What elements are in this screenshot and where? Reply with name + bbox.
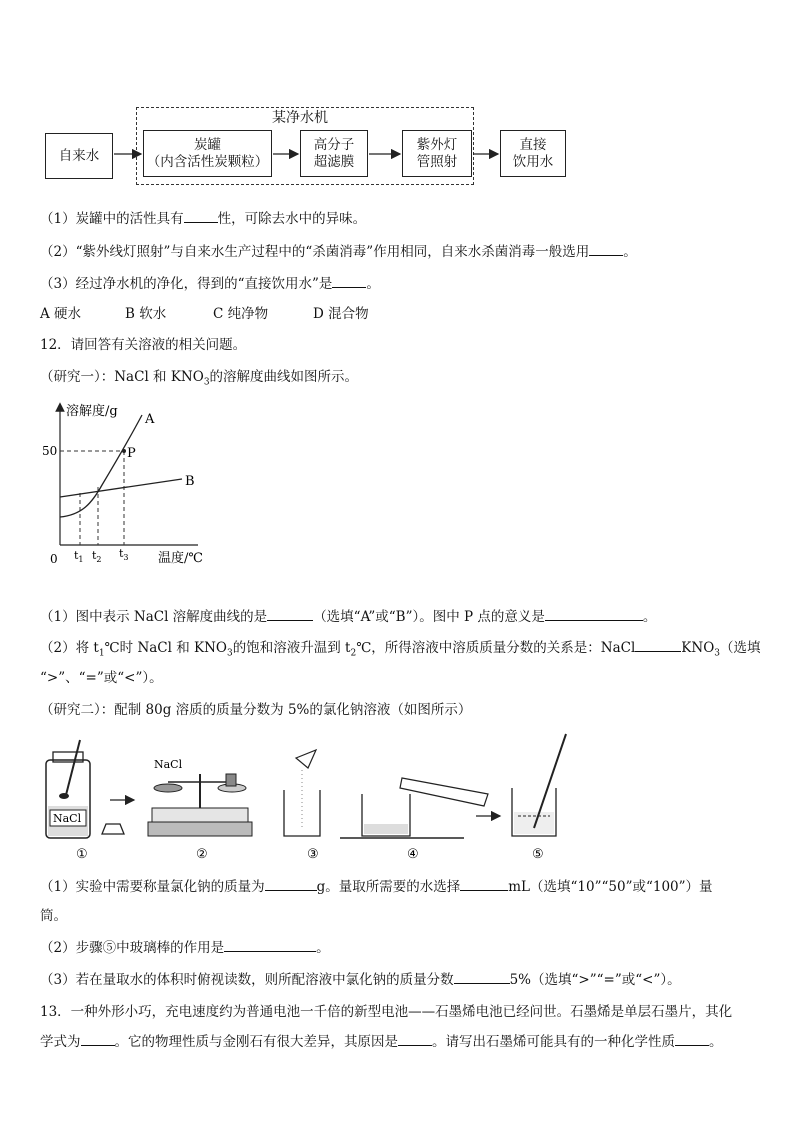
tick-t1: $t_1$ <box>74 549 84 564</box>
q11-part3: （3）经过净水机的净化，得到的“直接饮用水”是 。 <box>40 276 380 292</box>
q12-study1: （研究一）：NaCl 和 $KNO_3$的溶解度曲线如图所示。 <box>40 369 359 388</box>
option-c[interactable]: C 纯净物 <box>213 306 269 322</box>
stopper <box>102 824 124 834</box>
preparation-steps <box>40 730 600 865</box>
drinking-water-box: 直接 饮用水 <box>500 130 566 177</box>
beaker-cylinder <box>340 778 488 838</box>
y-tick-50: 50 <box>42 444 58 458</box>
answer-blank[interactable] <box>267 607 313 621</box>
x-axis-label: 温度/℃ <box>158 551 203 566</box>
answer-blank[interactable] <box>332 274 366 288</box>
q12-part2-cont: “>”、“=”或“<”）。 <box>40 670 163 686</box>
carbon-tank-box: 炭罐 （内含活性炭颗粒） <box>143 130 272 177</box>
point-p <box>122 449 126 453</box>
uv-lamp-box: 紫外灯 管照射 <box>402 130 472 177</box>
answer-blank[interactable] <box>224 938 316 952</box>
step-3-number: ③ <box>307 847 319 862</box>
q12-study2: （研究二）：配制 80g 溶质的质量分数为 5%的氯化钠溶液（如图所示） <box>40 702 472 718</box>
answer-blank[interactable] <box>265 877 317 891</box>
balance-label: NaCl <box>154 758 183 771</box>
tick-t2: $t_2$ <box>92 549 102 564</box>
option-a[interactable]: A 硬水 <box>40 306 82 322</box>
curve-a <box>60 415 142 517</box>
curve-b <box>60 479 182 497</box>
q12-part1: （1）图中表示 NaCl 溶解度曲线的是 （选填“A”或“B”）。图中 P 点的意义是 。 <box>40 609 657 625</box>
tap-water-box: 自来水 <box>45 133 113 179</box>
balance <box>148 774 252 836</box>
q12-title: 12．请回答有关溶液的相关问题。 <box>40 337 247 353</box>
q13-line1: 13．一种外形小巧，充电速度约为普通电池一千倍的新型电池——石墨烯电池已经问世。石墨烯是单层石墨片，其化 <box>40 1004 733 1020</box>
q11-part1: （1）炭罐中的活性具有 性，可除去水中的异味。 <box>40 211 367 227</box>
beaker-pour <box>284 750 320 836</box>
polymer-membrane-box: 高分子 超滤膜 <box>300 130 368 177</box>
q11-options <box>40 302 369 322</box>
answer-blank[interactable] <box>545 607 643 621</box>
q12-study2-part1: （1）实验中需要称量氯化钠的质量为 g。量取所需要的水选择 mL（选填“10”“50”或“100”）量 <box>40 879 713 895</box>
q12-study2-part2: （2）步骤⑤中玻璃棒的作用是 。 <box>40 940 330 956</box>
step-5-number: ⑤ <box>532 847 544 862</box>
y-axis-label: 溶解度/g <box>66 404 118 419</box>
answer-blank[interactable] <box>460 877 508 891</box>
answer-blank[interactable] <box>81 1032 115 1046</box>
label-curve-a: A <box>145 412 155 427</box>
label-point-p: P <box>127 446 136 461</box>
q11-part2: （2）“紫外线灯照射”与自来水生产过程中的“杀菌消毒”作用相同，自来水杀菌消毒一般选用 。 <box>40 244 637 260</box>
q12-study2-part1-cont: 筒。 <box>40 908 67 924</box>
label-curve-b: B <box>185 474 195 489</box>
purifier-title: 某净水机 <box>272 110 328 126</box>
step-2-number: ② <box>196 847 208 862</box>
step-1-number: ① <box>76 847 88 862</box>
answer-blank[interactable] <box>635 638 681 652</box>
answer-blank[interactable] <box>454 970 510 984</box>
solubility-curve <box>30 395 230 575</box>
answer-blank[interactable] <box>589 242 623 256</box>
step-4-number: ④ <box>407 847 419 862</box>
answer-blank[interactable] <box>675 1032 709 1046</box>
origin-label: 0 <box>50 552 58 566</box>
flow-arrows <box>0 0 794 200</box>
q12-study2-part3: （3）若在量取水的体积时俯视读数，则所配溶液中氯化钠的质量分数 5%（选填“>”“=”或“<”）。 <box>40 972 681 988</box>
q12-part2: （2）将 $t_1℃$时 NaCl 和 $KNO_3$的饱和溶液升温到 $t_2℃$，所得溶液中溶质质量分数的关系是：NaCl $KNO_3$（选填 <box>40 640 761 659</box>
beaker-stir <box>512 734 566 836</box>
option-b[interactable]: B 软水 <box>125 306 167 322</box>
option-d[interactable]: D 混合物 <box>313 306 369 322</box>
answer-blank[interactable] <box>184 209 218 223</box>
tick-t3: $t_3$ <box>119 547 129 562</box>
q13-line2: 学式为 。它的物理性质与金刚石有很大差异，其原因是 。请写出石墨烯可能具有的一种化学性质 。 <box>40 1034 723 1050</box>
answer-blank[interactable] <box>398 1032 432 1046</box>
jar-label: NaCl <box>53 812 82 825</box>
